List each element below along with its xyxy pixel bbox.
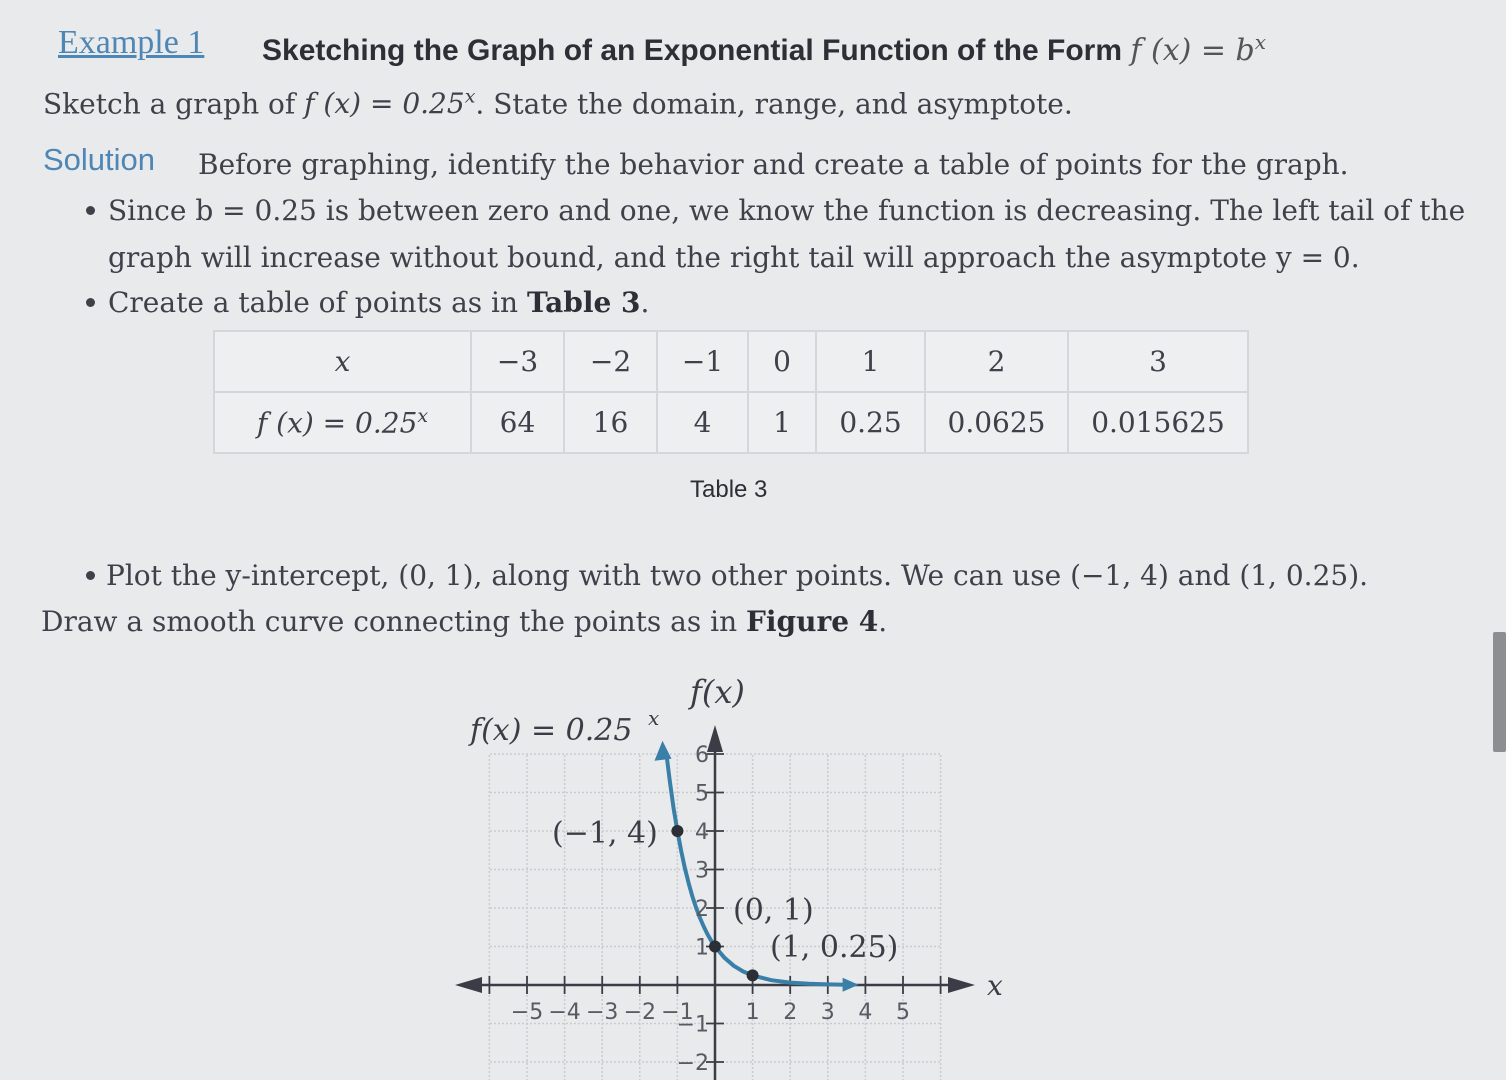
solution-intro: Before graphing, identify the behavior and create a table of points for the graph. [198, 148, 1349, 181]
table-cell: −2 [564, 331, 657, 392]
table-cell: 2 [925, 331, 1068, 392]
table-cell: 64 [471, 392, 564, 453]
prompt-formula-exponent: x [464, 86, 476, 108]
example-title-text: Sketching the Graph of an Exponential Function of the Form [262, 34, 1123, 67]
bullet-2-text: Create a table of points as in [108, 286, 519, 319]
y-axis-label: f(x) [690, 673, 745, 711]
example-link[interactable]: Example 1 [58, 24, 205, 61]
bullet-3-text: Draw a smooth curve connecting the points as in [41, 605, 738, 638]
x-axis-right-arrow [948, 977, 975, 993]
bullet-1-line-2: graph will increase without bound, and the right tail will approach the asymptote y = 0. [108, 241, 1360, 274]
x-tick-label: −2 [623, 1000, 657, 1025]
graph-labels [468, 673, 1003, 1076]
x-tick-label: −4 [548, 1000, 581, 1025]
x-tick-label: 2 [783, 1000, 798, 1025]
bullet-2-period: . [640, 286, 650, 319]
table-cell: 1 [816, 331, 925, 392]
point-label: (1, 0.25) [770, 930, 899, 965]
y-tick-label: 3 [695, 858, 709, 884]
x-tick-label: 4 [858, 1000, 873, 1025]
data-point [671, 825, 683, 837]
title-formula-exponent: x [1254, 30, 1267, 54]
x-tick-label: 3 [820, 1000, 835, 1025]
table-cell: 0.25 [816, 392, 925, 453]
x-tick-label: 5 [896, 1000, 910, 1025]
table-header-x: x [214, 331, 471, 392]
x-axis-left-arrow [455, 977, 482, 993]
table-cell: 16 [564, 392, 657, 453]
x-tick-label: −1 [661, 1000, 694, 1025]
data-point [709, 941, 721, 953]
y-tick-label: −1 [676, 1012, 709, 1038]
prompt-formula-base: f (x) = 0.25 [304, 87, 465, 121]
table-cell: 0.015625 [1068, 392, 1248, 453]
table-cell: 0 [748, 331, 816, 392]
function-label: f(x) = 0.25 [470, 713, 633, 748]
x-tick-label: −3 [585, 1000, 619, 1025]
curve-right-arrow [843, 978, 859, 992]
bullet-3-period: . [878, 605, 888, 638]
y-tick-label: 6 [695, 743, 709, 768]
fx-header-base: f (x) = 0.25 [256, 406, 418, 440]
bullet-1-line-1: Since b = 0.25 is between zero and one, we know the function is decreasing. The left tail of the [108, 194, 1466, 227]
table-cell: 1 [748, 392, 816, 453]
title-formula-base: f (x) = b [1130, 33, 1255, 68]
function-label-exponent: x [648, 706, 660, 730]
solution-label: Solution [43, 142, 156, 177]
figure-reference: Figure 4 [746, 605, 879, 638]
point-label: (0, 1) [733, 893, 814, 928]
y-tick-label: 2 [695, 897, 709, 922]
x-axis-label: x [987, 969, 1003, 1002]
scrollbar-thumb[interactable] [1493, 632, 1506, 752]
x-tick-label: 1 [745, 1000, 760, 1025]
y-tick-label: 1 [695, 935, 709, 961]
table-reference: Table 3 [526, 286, 641, 319]
fx-header-exponent: x [417, 405, 429, 428]
graph-axes [455, 725, 975, 1080]
table-caption: Table 3 [690, 476, 768, 503]
prompt-before: Sketch a graph of [43, 87, 296, 121]
table-cell: 3 [1068, 331, 1248, 392]
y-tick-label: 4 [695, 820, 709, 845]
table-cell: −1 [657, 331, 748, 392]
point-label: (−1, 4) [552, 816, 658, 851]
table-cell: 0.0625 [925, 392, 1068, 453]
x-tick-label: −5 [510, 1000, 544, 1025]
table-cell: 4 [657, 392, 748, 453]
y-axis-up-arrow [707, 725, 723, 752]
y-tick-label: −2 [676, 1051, 709, 1076]
data-point [747, 969, 759, 981]
y-tick-label: 5 [695, 781, 709, 807]
prompt-after: . State the domain, range, and asymptote. [475, 87, 1073, 121]
table-cell: −3 [471, 331, 564, 392]
bullet-3-line-1: Plot the y-intercept, (0, 1), along with two other points. We can use (−1, 4) and (1, 0.25). [106, 559, 1369, 592]
curve-up-arrow [654, 741, 671, 761]
